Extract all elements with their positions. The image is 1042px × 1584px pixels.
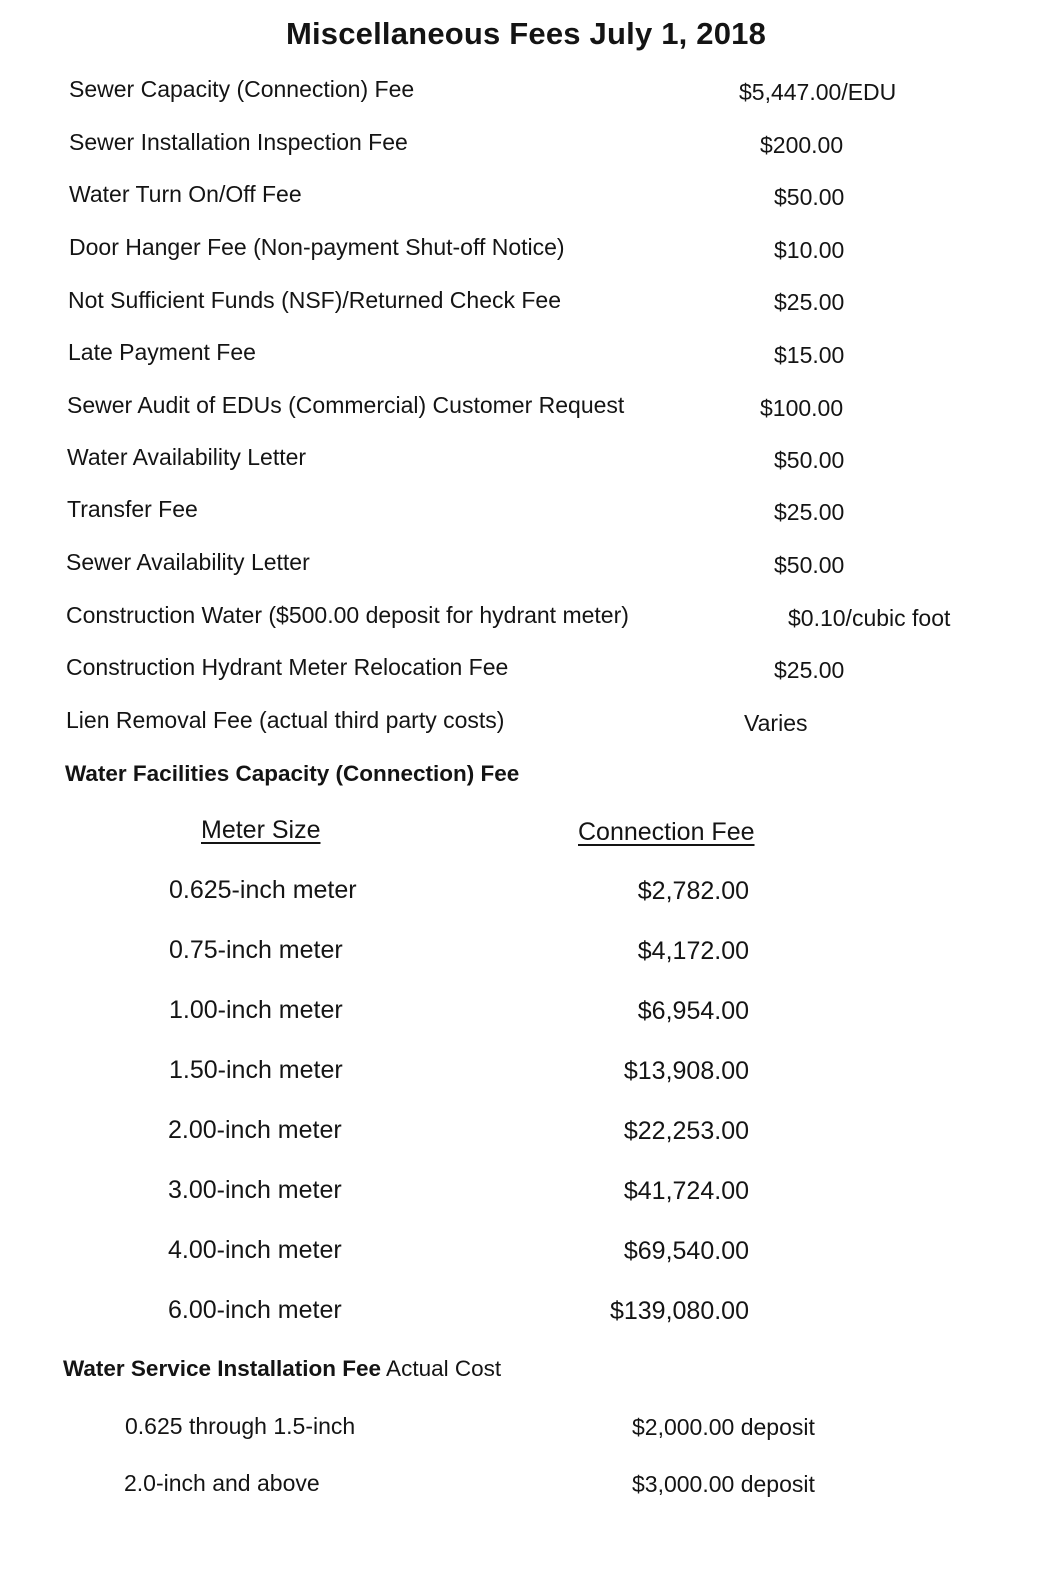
fee-label: Construction Water ($500.00 deposit for hydrant meter) [66,602,629,628]
fee-label: Construction Hydrant Meter Relocation Fee [66,654,509,680]
fee-amount: $15.00 [774,342,845,368]
meter-size: 3.00-inch meter [168,1176,342,1204]
fee-label: Lien Removal Fee (actual third party costs) [66,707,505,733]
fee-label: Sewer Audit of EDUs (Commercial) Customer Request [67,392,625,418]
meter-size: 1.00-inch meter [169,996,343,1024]
fee-label: Door Hanger Fee (Non-payment Shut-off Notice) [69,234,565,260]
service-size: 2.0-inch and above [124,1470,320,1496]
connection-fee: $13,908.00 [623,1057,749,1085]
service-install-heading [63,1356,501,1382]
service-deposit: $2,000.00 deposit [632,1414,815,1440]
fee-amount: $200.00 [760,132,844,158]
fee-amount: Varies [744,710,808,736]
connection-fee: $139,080.00 [609,1297,749,1325]
meter-size: 6.00-inch meter [168,1296,342,1324]
fee-amount: $0.10/cubic foot [788,605,951,631]
fee-label: Late Payment Fee [68,339,256,365]
fee-amount: $100.00 [760,395,844,421]
fee-label: Water Turn On/Off Fee [69,181,302,207]
fee-amount: $10.00 [774,237,845,263]
fee-label: Water Availability Letter [67,444,307,470]
fee-amount: $25.00 [774,657,845,683]
fee-label: Transfer Fee [67,496,198,522]
fee-amount: $50.00 [774,447,845,473]
meter-size: 0.625-inch meter [169,876,357,904]
service-size: 0.625 through 1.5-inch [125,1413,356,1439]
connection-fee: $69,540.00 [623,1237,749,1265]
service-install-heading-bold: Water Service Installation Fee [63,1356,382,1381]
meter-size: 2.00-inch meter [168,1116,342,1144]
meter-size: 4.00-inch meter [168,1236,342,1264]
fee-label: Sewer Availability Letter [66,549,310,575]
meter-size-column-header: Meter Size [201,816,321,844]
connection-fee: $4,172.00 [637,937,749,965]
fee-amount: $50.00 [774,552,845,578]
page-title: Miscellaneous Fees July 1, 2018 [285,16,767,51]
connection-fee-column-header: Connection Fee [578,818,755,846]
fee-amount: $5,447.00/EDU [739,79,897,105]
fee-amount: $50.00 [774,184,845,210]
connection-fee: $41,724.00 [623,1177,749,1205]
service-deposit: $3,000.00 deposit [632,1471,815,1497]
fee-label: Sewer Capacity (Connection) Fee [69,76,415,102]
water-capacity-heading: Water Facilities Capacity (Connection) Fee [65,761,520,786]
connection-fee: $6,954.00 [637,997,749,1025]
fee-label: Sewer Installation Inspection Fee [69,129,408,155]
connection-fee: $22,253.00 [623,1117,749,1145]
fee-label: Not Sufficient Funds (NSF)/Returned Check Fee [68,287,562,313]
fee-amount: $25.00 [774,289,845,315]
fee-amount: $25.00 [774,499,845,525]
service-install-heading-plain: Actual Cost [381,1356,502,1381]
meter-size: 0.75-inch meter [169,936,343,964]
connection-fee: $2,782.00 [637,877,749,905]
meter-size: 1.50-inch meter [169,1056,343,1084]
